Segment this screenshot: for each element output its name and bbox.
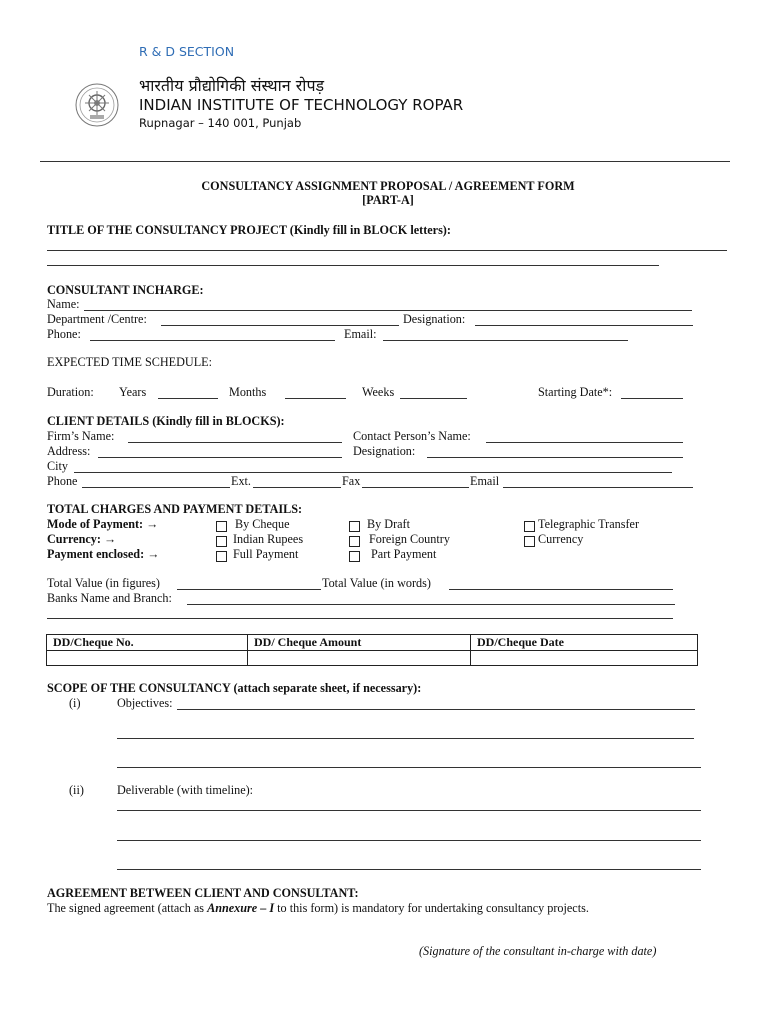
total-words-label: Total Value (in words) — [322, 576, 431, 590]
objectives-field-1[interactable] — [177, 709, 695, 710]
deliverable-field-2[interactable] — [117, 840, 701, 841]
scope-item-2-number: (ii) — [69, 783, 84, 797]
fax-label: Fax — [342, 474, 361, 488]
starting-date-field[interactable] — [621, 398, 683, 399]
agreement-text-start: The signed agreement (attach as — [47, 901, 208, 915]
by-cheque-label: By Cheque — [235, 517, 290, 531]
deliverable-label: Deliverable (with timeline): — [117, 783, 254, 797]
fax-field[interactable] — [362, 487, 469, 488]
dd-cheque-no-header: DD/Cheque No. — [47, 635, 248, 651]
duration-label: Duration: — [47, 385, 94, 399]
ext-field[interactable] — [253, 487, 341, 488]
consultant-name-field[interactable] — [84, 310, 692, 311]
total-words-field[interactable] — [449, 589, 673, 590]
institute-hindi-name: भारतीय प्रौद्योगिकी संस्थान रोपड़ — [139, 76, 325, 95]
client-address-field[interactable] — [98, 457, 342, 458]
client-email-label: Email — [470, 474, 500, 488]
client-designation-field[interactable] — [427, 457, 683, 458]
by-draft-label: By Draft — [367, 517, 410, 531]
indian-rupees-checkbox[interactable] — [216, 536, 227, 547]
total-figures-field[interactable] — [177, 589, 321, 590]
currency-option-label: Currency — [538, 532, 584, 546]
years-label: Years — [119, 385, 147, 399]
banks-field[interactable] — [187, 604, 675, 605]
telegraphic-transfer-checkbox[interactable] — [524, 521, 535, 532]
firm-name-label: Firm’s Name: — [47, 429, 115, 443]
currency-label: Currency: → — [47, 532, 117, 546]
dd-cheque-amount-header: DD/ Cheque Amount — [248, 635, 471, 651]
consultant-phone-field[interactable] — [90, 340, 335, 341]
months-field[interactable] — [285, 398, 346, 399]
currency-checkbox[interactable] — [524, 536, 535, 547]
table-row — [47, 635, 698, 651]
agreement-text — [47, 901, 589, 916]
city-label: City — [47, 459, 68, 473]
weeks-field[interactable] — [400, 398, 467, 399]
consultant-email-label: Email: — [344, 327, 377, 341]
project-title-line-2[interactable] — [47, 265, 659, 266]
form-part: [PART-A] — [362, 193, 414, 207]
dd-cheque-date-cell[interactable] — [471, 651, 698, 666]
table-row — [47, 651, 698, 666]
client-email-field[interactable] — [503, 487, 693, 488]
years-field[interactable] — [158, 398, 218, 399]
banks-field-line-2[interactable] — [47, 618, 673, 619]
objectives-field-3[interactable] — [117, 767, 701, 768]
by-cheque-checkbox[interactable] — [216, 521, 227, 532]
signature-caption: (Signature of the consultant in-charge with date) — [419, 944, 657, 958]
payment-enclosed-label: Payment enclosed: → — [47, 547, 160, 561]
months-label: Months — [229, 385, 267, 399]
client-designation-label: Designation: — [353, 444, 416, 458]
department-field[interactable] — [161, 325, 399, 326]
agreement-text-end: to this form) is mandatory for undertaking consultancy projects. — [274, 901, 589, 915]
dd-cheque-date-header: DD/Cheque Date — [471, 635, 698, 651]
consultant-designation-label: Designation: — [403, 312, 466, 326]
weeks-label: Weeks — [362, 385, 395, 399]
annexure-reference: Annexure – I — [207, 901, 275, 915]
agreement-heading: AGREEMENT BETWEEN CLIENT AND CONSULTANT: — [47, 886, 359, 900]
scope-heading: SCOPE OF THE CONSULTANCY (attach separate sheet, if necessary): — [47, 681, 422, 695]
header-divider — [40, 161, 730, 162]
dd-cheque-table — [46, 634, 698, 666]
project-title-label: TITLE OF THE CONSULTANCY PROJECT (Kindly fill in BLOCK letters): — [47, 223, 451, 237]
objectives-label: Objectives: — [117, 696, 173, 710]
firm-name-field[interactable] — [128, 442, 342, 443]
client-phone-label: Phone — [47, 474, 78, 488]
form-title: CONSULTANCY ASSIGNMENT PROPOSAL / AGREEMENT FORM — [201, 179, 575, 193]
project-title-line-1[interactable] — [47, 250, 727, 251]
client-phone-field[interactable] — [82, 487, 230, 488]
contact-person-field[interactable] — [486, 442, 683, 443]
consultant-email-field[interactable] — [383, 340, 628, 341]
institute-name: INDIAN INSTITUTE OF TECHNOLOGY ROPAR — [139, 96, 464, 114]
foreign-country-label: Foreign Country — [369, 532, 450, 546]
client-heading: CLIENT DETAILS (Kindly fill in BLOCKS): — [47, 414, 285, 428]
total-figures-label: Total Value (in figures) — [47, 576, 160, 590]
banks-label: Banks Name and Branch: — [47, 591, 172, 605]
full-payment-checkbox[interactable] — [216, 551, 227, 562]
institute-address: Rupnagar – 140 001, Punjab — [139, 116, 302, 130]
full-payment-label: Full Payment — [233, 547, 299, 561]
consultant-heading: CONSULTANT INCHARGE: — [47, 283, 204, 297]
consultant-phone-label: Phone: — [47, 327, 81, 341]
ext-label: Ext. — [231, 474, 251, 488]
indian-rupees-label: Indian Rupees — [233, 532, 304, 546]
starting-date-label: Starting Date*: — [538, 385, 613, 399]
payment-heading: TOTAL CHARGES AND PAYMENT DETAILS: — [47, 502, 303, 516]
dd-cheque-no-cell[interactable] — [47, 651, 248, 666]
by-draft-checkbox[interactable] — [349, 521, 360, 532]
deliverable-field-3[interactable] — [117, 869, 701, 870]
schedule-heading: EXPECTED TIME SCHEDULE: — [47, 355, 212, 369]
foreign-country-checkbox[interactable] — [349, 536, 360, 547]
city-field[interactable] — [74, 472, 672, 473]
iit-ropar-logo-icon — [74, 82, 120, 128]
client-address-label: Address: — [47, 444, 91, 458]
part-payment-label: Part Payment — [371, 547, 437, 561]
part-payment-checkbox[interactable] — [349, 551, 360, 562]
scope-item-1-number: (i) — [69, 696, 81, 710]
consultant-name-label: Name: — [47, 297, 80, 311]
consultant-designation-field[interactable] — [475, 325, 693, 326]
objectives-field-2[interactable] — [117, 738, 694, 739]
dd-cheque-amount-cell[interactable] — [248, 651, 471, 666]
department-label: Department /Centre: — [47, 312, 147, 326]
mode-of-payment-label: Mode of Payment: → — [47, 517, 159, 531]
deliverable-field-1[interactable] — [117, 810, 701, 811]
contact-person-label: Contact Person’s Name: — [353, 429, 471, 443]
telegraphic-transfer-label: Telegraphic Transfer — [538, 517, 640, 531]
section-label: R & D SECTION — [139, 44, 235, 59]
